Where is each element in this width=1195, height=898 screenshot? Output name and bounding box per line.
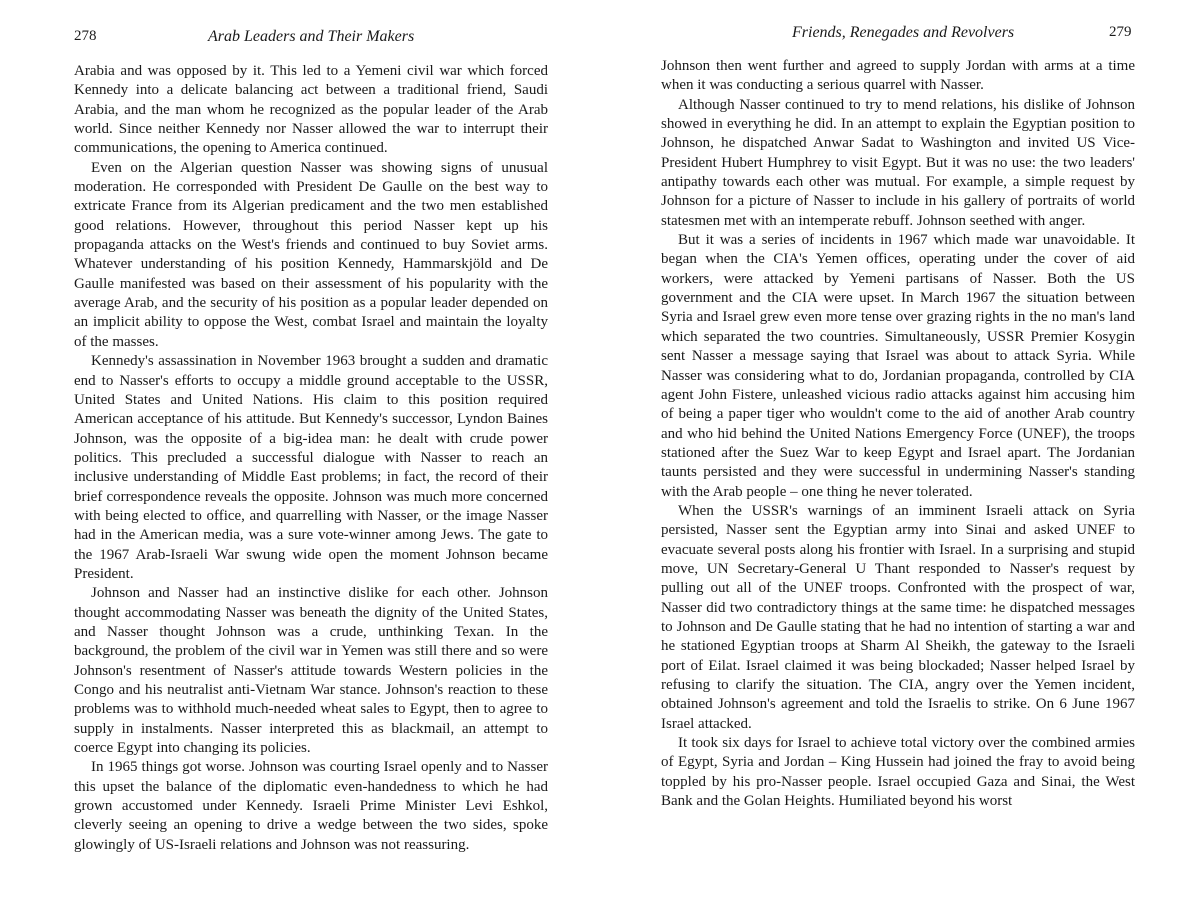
page-number: 278 <box>74 28 97 44</box>
paragraph: Johnson and Nasser had an instinctive dislike for each other. Johnson thought accommodating Nasser was beneath the dignity of the United States, and Nasser thought Johnson was a crude, unthinking Texan. In the background, the problem of the civil war in Yemen was still there and so were Johnson's resentment of Nasser's attitude towards Western policies in the Congo and his neutralist anti-Vietnam War stance. Johnson's reaction to these problems was to withhold much-needed wheat sales to Egypt, then to agree to supply in instalments. Nasser interpreted this as blackmail, an attempt to coerce Egypt into changing its policies. <box>74 585 548 757</box>
paragraph: In 1965 things got worse. Johnson was courting Israel openly and to Nasser this upset the balance of the diplomatic even-handedness to which he had grown accustomed under Kennedy. Israeli Prime Minister Levi Eshkol, cleverly seeing an opening to drive a wedge between the two sides, spoke glowingly of US-Israeli relations and Johnson was not reassuring. <box>74 759 548 853</box>
right-page <box>600 0 1195 898</box>
paragraph: Johnson then went further and agreed to supply Jordan with arms at a time when it was conducting a serious quarrel with Nasser. <box>661 58 1135 94</box>
paragraph: Although Nasser continued to try to mend relations, his dislike of Johnson showed in everything he did. In an attempt to explain the Egyptian position to Johnson, he dispatched Anwar Sadat to Washington and invited US Vice-President Hubert Humphrey to visit Egypt. But it was no use: the two leaders' antipathy towards each other was mutual. For example, a simple request by Johnson for a picture of Nasser to include in his gallery of portraits of world statesmen met with an intemperate rebuff. Johnson seethed with anger. <box>661 96 1135 229</box>
page-body <box>74 62 548 855</box>
paragraph: Even on the Algerian question Nasser was showing signs of unusual moderation. He corresponded with President De Gaulle on the best way to extricate France from its Algerian predicament and the two men established good relations. However, throughout this period Nasser kept up his propaganda attacks on the West's friends and continued to buy Soviet arms. Whatever understanding of his position Kennedy, Hammarskjöld and De Gaulle manifested was based on their assessment of his popularity with the average Arab, and the security of his position as a popular leader depended on an implicit ability to oppose the West, combat Israel and maintain the loyalty of the masses. <box>74 159 548 350</box>
paragraph: Kennedy's assassination in November 1963 brought a sudden and dramatic end to Nasser's efforts to occupy a middle ground acceptable to the USSR, United States and United Nations. His claim to this position required American acceptance of his attitude. But Kennedy's successor, Lyndon Baines Johnson, was the opposite of a big-idea man: he dealt with crude power politics. This precluded a successful dialogue with Nasser to reach an inclusive understanding of Middle East problems; in fact, the record of their brief correspondence reveals the opposite. Johnson was much more concerned with being elected to office, and quarrelling with Nasser, or the image Nasser had in the American media, was a sure vote-winner among Jews. The gate to the 1967 Arab-Israeli War swung wide open the moment Johnson became President. <box>74 353 548 582</box>
paragraph: When the USSR's warnings of an imminent Israeli attack on Syria persisted, Nasser sent the Egyptian army into Sinai and asked UNEF to evacuate several posts along his frontier with Israel. In a surprising and stupid move, UN Secretary-General U Thant responded to Nasser's request by pulling out all of the UNEF troops. Confronted with the prospect of war, Nasser did two contradictory things at the same time: he dispatched messages to Johnson and De Gaulle stating that he had no intention of starting a war and he stationed Egyptian troops at Sharm Al Sheikh, the gateway to the Israeli port of Eilat. Israel claimed it was being blockaded; Nasser helped Israel by refusing to clarify the situation. The CIA, angry over the Yemen incident, obtained Johnson's agreement and told the Israelis to strike. On 6 June 1967 Israel attacked. <box>661 502 1135 732</box>
paragraph: But it was a series of incidents in 1967 which made war unavoidable. It began when the CIA's Yemen offices, operating under the cover of aid workers, were attacked by Yemeni partisans of Nasser. Both the US government and the CIA were upset. In March 1967 the situation between Syria and Israel grew even more tense over grazing rights in the no man's land which separated the two countries. Simultaneously, USSR Premier Kosygin sent Nasser a message saying that Israel was about to attack Syria. While Nasser was considering what to do, Jordanian propaganda, controlled by CIA agent John Fistere, unleashed vicious radio attacks against him accusing him of being a paper tiger who wouldn't come to the aid of another Arab country and who hid behind the United Nations Emergency Force (UNEF), the troops stationed after the Suez War to keep Egypt and Israel apart. The Jordanian taunts persisted and they were successful in undermining Nasser's standing with the Arab people – one thing he never tolerated. <box>661 232 1135 500</box>
running-head: Friends, Renegades and Revolvers <box>792 24 1015 41</box>
left-page <box>0 0 590 898</box>
paragraph: It took six days for Israel to achieve total victory over the combined armies of Egypt, Syria and Jordan – King Hussein had joined the fray to avoid being toppled by his pro-Nasser people. Israel occupied Gaza and Sinai, the West Bank and the Golan Heights. Humiliated beyond his worst <box>661 735 1135 810</box>
running-head: Arab Leaders and Their Makers <box>208 28 415 45</box>
page-body <box>661 57 1135 811</box>
page-number: 279 <box>1109 24 1132 40</box>
paragraph: Arabia and was opposed by it. This led to a Yemeni civil war which forced Kennedy into a delicate balancing act between a traditional friend, Saudi Arabia, and the man whom he recognized as the popular leader of the Arab world. Since neither Kennedy nor Nasser allowed the war to interrupt their communications, the opening to America continued. <box>74 63 548 157</box>
